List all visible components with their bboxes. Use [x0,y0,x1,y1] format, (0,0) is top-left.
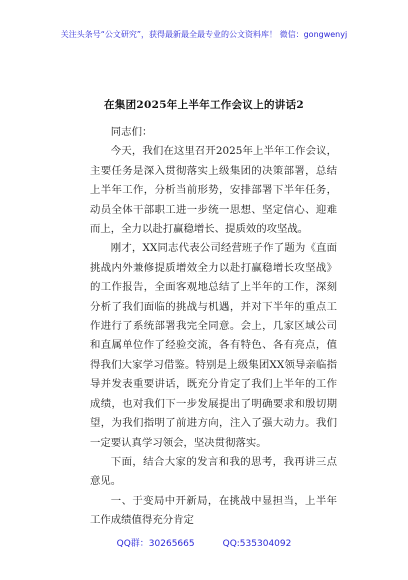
footer-qq-group: QQ群：30265665 [116,539,195,549]
paragraph-2: 刚才，XX同志代表公司经营班子作了题为《直面挑战内外兼修提质增效全力以赴打赢稳增长攻坚战》的工作报告，全面客观地总结了上半年的工作，深刻分析了我们面临的挑战与机遇，并对下半年的重点工作进行了系统部署我完全同意。会上，几家区域公司和直属单位作了经验交流，各有特色、各有亮点，值得我们大家学习借鉴。特别是上级集团XX领导亲临指导并发表重要讲话，既充分肯定了我们上半年的工作成绩，也对我们下一步发展提出了明确要求和殷切期望，为我们指明了前进方向，注入了强大动力。我们一定要认真学习领会，坚决贯彻落实。 [90,242,337,449]
paragraph-4-heading: 一、于变局中开新局，在挑战中显担当，上半年工作成绩值得充分肯定 [90,494,337,527]
document-body [90,123,337,531]
document-title: 在集团2025年上半年工作会议上的讲话2 [103,99,305,111]
salutation: 同志们： [110,126,153,138]
paragraph-1: 今天，我们在这里召开2025年上半年工作会议，主要任务是深入贯彻落实上级集团的决策部署，总结上半年工作，分析当前形势，安排部署下半年任务，动员全体干部职工进一步统一思想、坚定信心、迎难而上，全力以赴打赢稳增长、提质效的攻坚战。 [90,145,337,236]
paragraph-3: 下面，结合大家的发言和我的思考，我再讲三点意见。 [90,455,337,488]
footer-qq-number: QQ:535304092 [222,539,292,549]
header-banner: 关注头条号“公文研究”，获得最新最全最专业的公文资料库！ 微信：gongwenyj [60,30,348,39]
footer-contact [0,536,408,549]
